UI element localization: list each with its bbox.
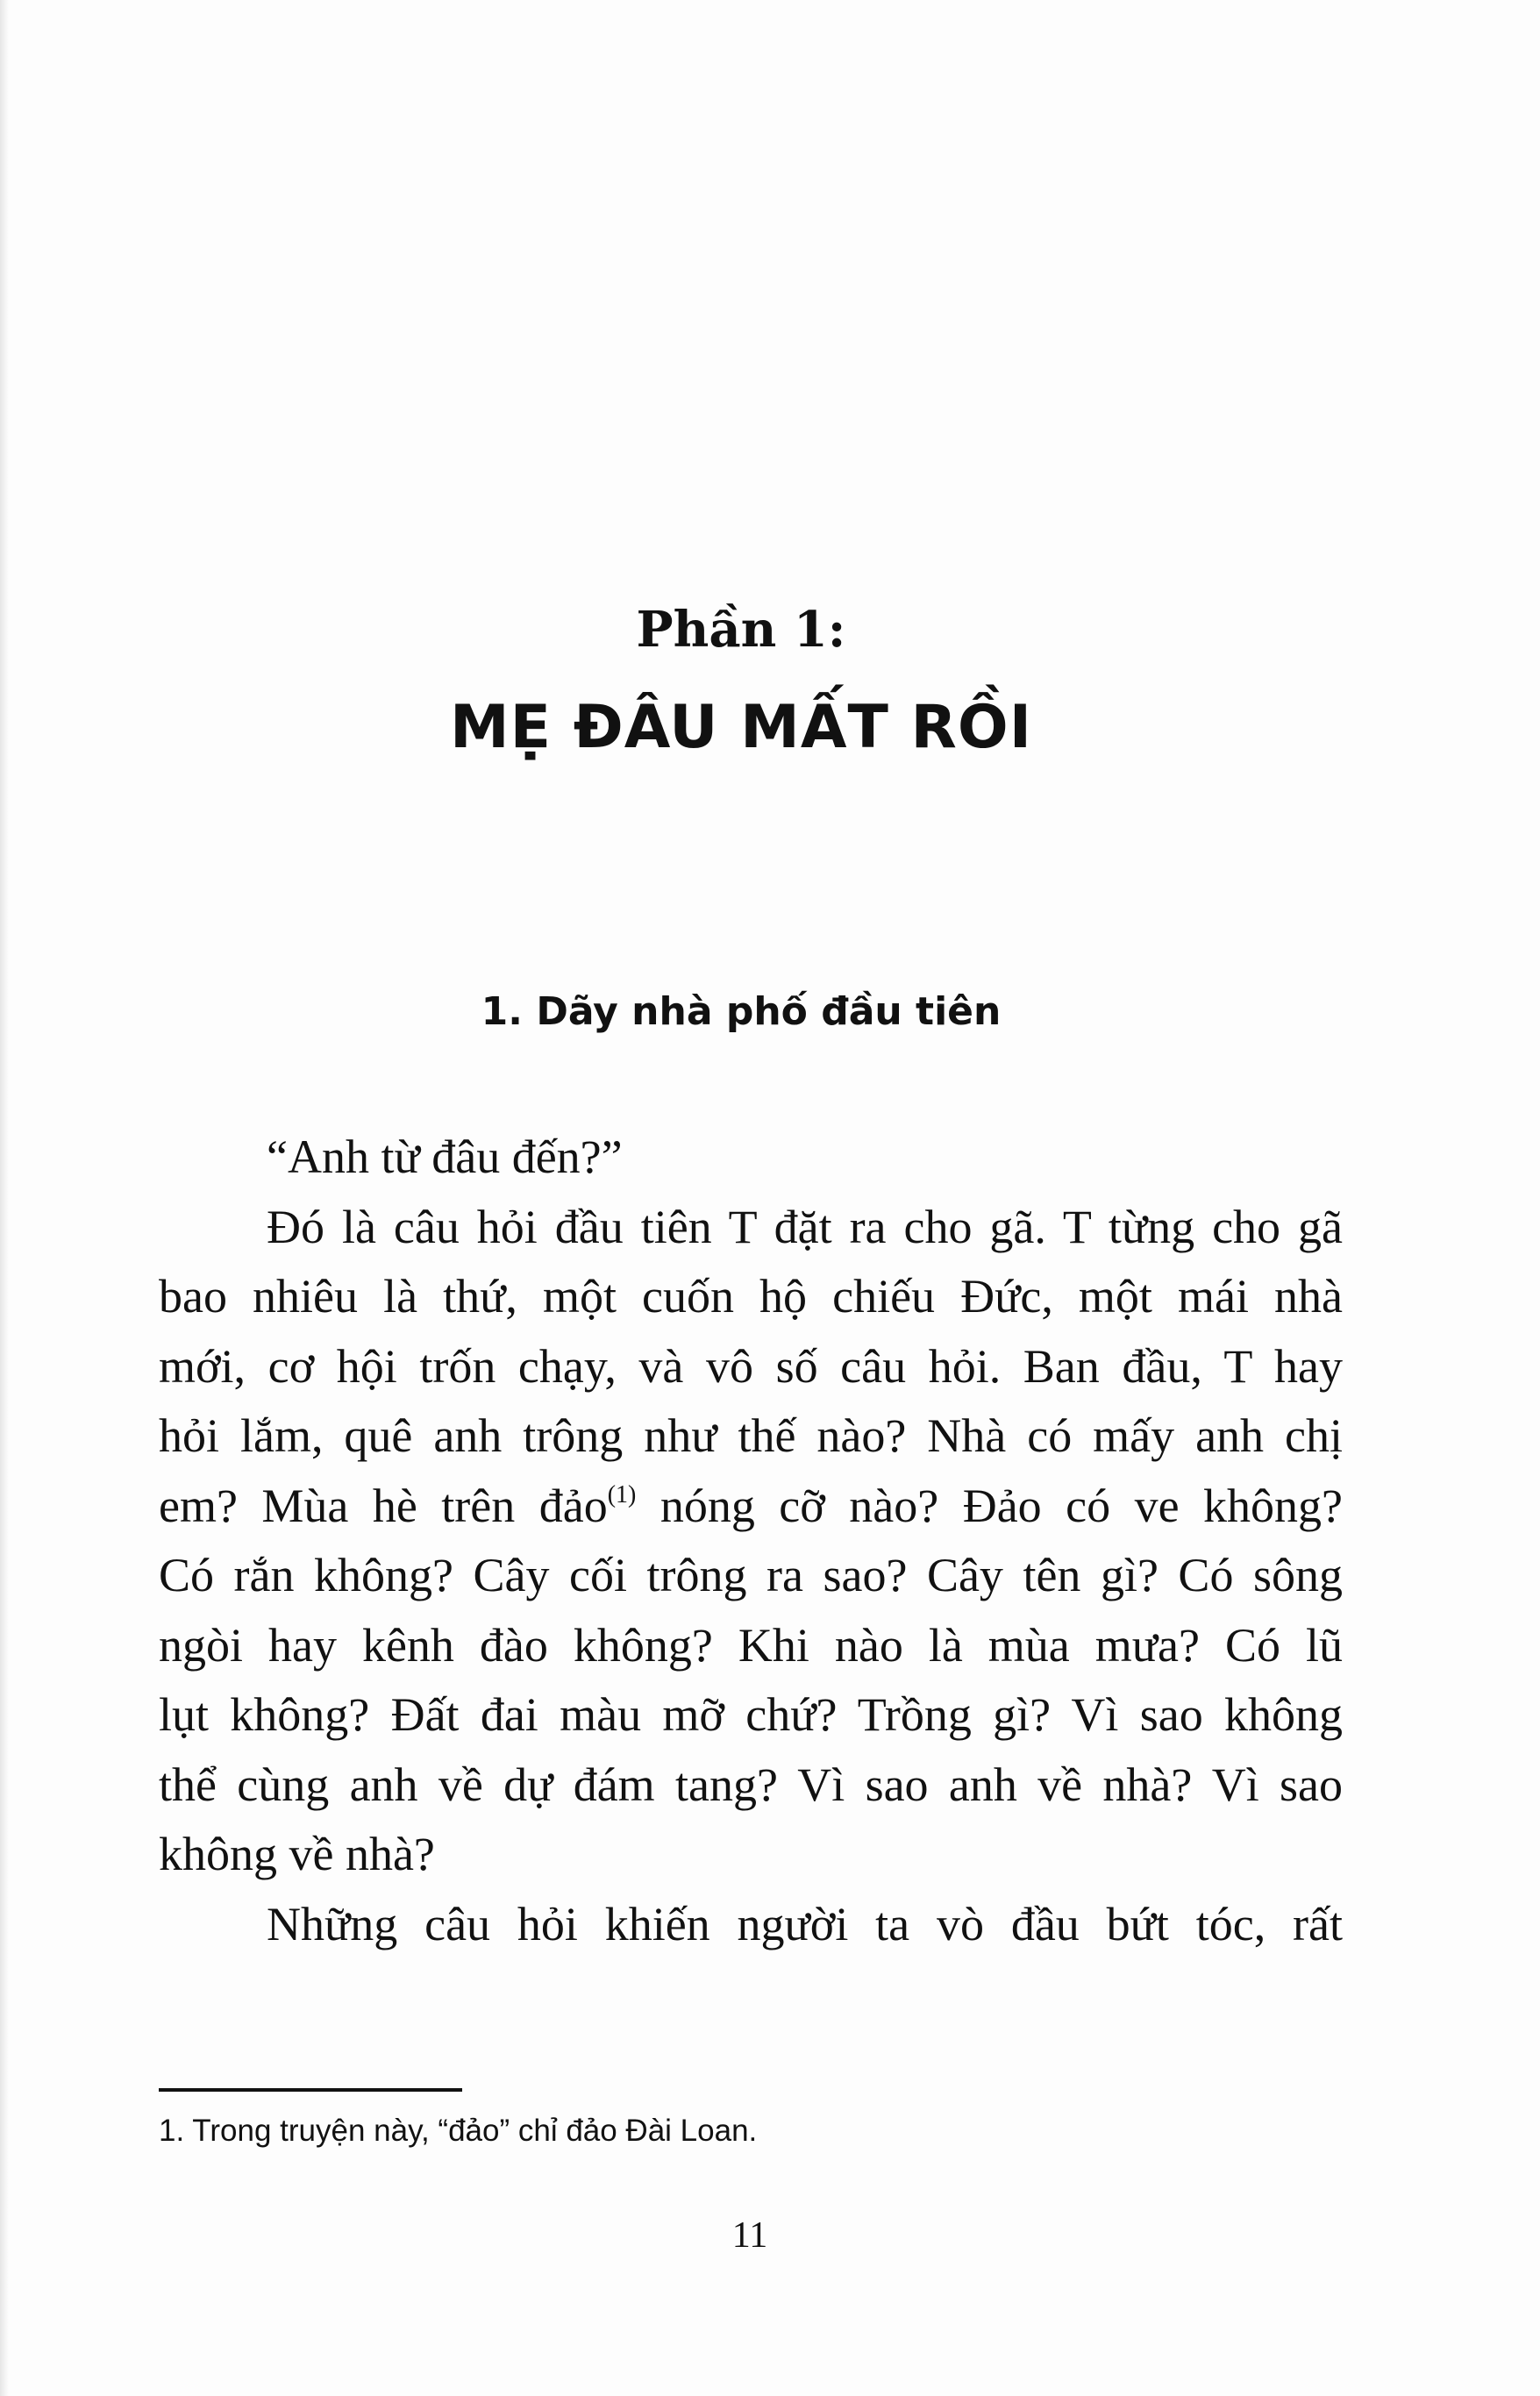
body-line: thể cùng anh về dự đám tang? Vì sao anh về nhà? Vì sao [159,1758,1343,1811]
part-label: Phần 1: [636,601,846,659]
part-title: MẸ ĐÂU MẤT RỒI [449,693,1033,762]
body-text [159,1123,1343,1959]
body-line: “Anh từ đâu đến?” [267,1130,623,1183]
body-line: bao nhiêu là thứ, một cuốn hộ chiếu Đức, một mái nhà [159,1270,1343,1323]
body-line: Đó là câu hỏi đầu tiên T đặt ra cho gã. T từng cho gã [267,1200,1343,1253]
body-line: Có rắn không? Cây cối trông ra sao? Cây tên gì? Có sông [159,1549,1343,1601]
body-line-part: nóng cỡ nào? Đảo có ve không? [636,1479,1343,1532]
body-line: mới, cơ hội trốn chạy, và vô số câu hỏi. Ban đầu, T hay [159,1339,1343,1393]
chapter-title: 1. Dãy nhà phố đầu tiên [481,989,1002,1034]
footnote-reference: (1) [607,1480,637,1508]
footnote: 1. Trong truyện này, “đảo” chỉ đảo Đài Loan. [159,2114,758,2148]
body-line: ngòi hay kênh đào không? Khi nào là mùa mưa? Có lũ [159,1618,1343,1672]
page-edge-shadow [0,0,9,2396]
footnote-rule [159,2088,462,2092]
body-line: lụt không? Đất đai màu mỡ chứ? Trồng gì? Vì sao không [159,1688,1343,1741]
body-line-with-footnote [159,1472,1343,1542]
body-line-part: em? Mùa hè trên đảo [159,1479,608,1532]
body-line: Những câu hỏi khiến người ta vò đầu bứt tóc, rất [267,1897,1343,1950]
page-number: 11 [731,2215,768,2256]
body-line: hỏi lắm, quê anh trông như thế nào? Nhà có mấy anh chị [159,1409,1343,1462]
body-line: không về nhà? [159,1828,435,1880]
